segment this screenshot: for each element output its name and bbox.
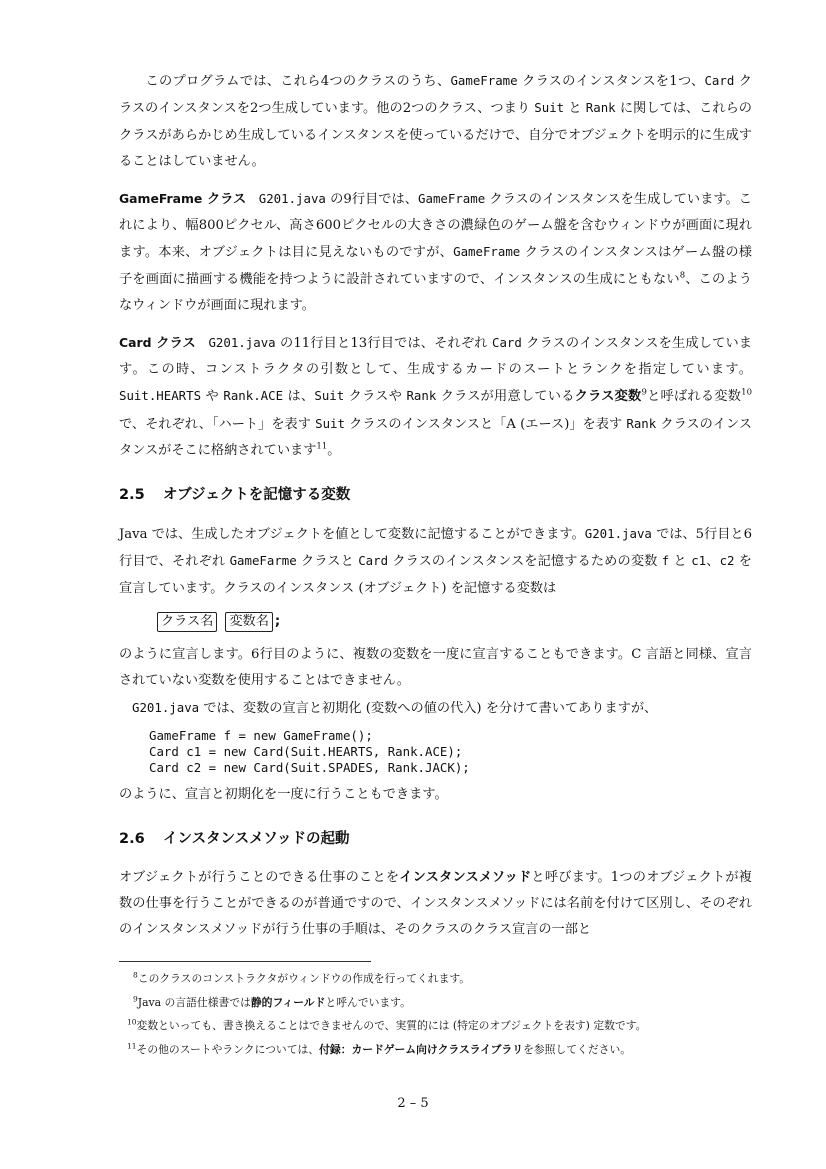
text: クラスのインスタンスがそこに格納されています — [119, 416, 752, 459]
intro-paragraph — [119, 68, 752, 176]
code: GameFrame — [453, 244, 521, 260]
text: クラスのインスタンスを記憶するための変数 — [388, 554, 662, 570]
text: や — [201, 389, 224, 405]
text: を宣言しています。クラスのインスタンス (オブジェクト) を記憶する変数は — [119, 554, 752, 596]
page-number: 2 – 5 — [397, 1096, 429, 1111]
text: では、5行目と6行目で、それぞれ — [119, 526, 753, 570]
footnote-number: 8 — [133, 970, 138, 980]
footnote-ref-11[interactable]: 11 — [316, 441, 328, 452]
code: G201.java — [132, 699, 200, 715]
text: クラスのインスタンスを2つ生成しています。他の2つのクラス、つまり — [119, 74, 752, 117]
footnote-text: その他のスートやランクについては、 — [136, 1042, 320, 1056]
code: GameFrame — [418, 190, 486, 206]
section-2-5-paragraph-1 — [119, 521, 752, 602]
text: は、 — [283, 389, 315, 405]
text: クラスと — [296, 554, 359, 570]
text: と — [564, 101, 586, 117]
code: Rank — [626, 415, 657, 431]
code-card: Card — [704, 73, 735, 88]
text: と呼びます。1つのオブジェクトが複数の仕事を行うことができるのが普通ですので、インスタンスメソッドには名前を付けて区別し、そのぞれのインスタンスメソッドが行う仕事の手順は、そのクラスのクラス宣言の一部と — [119, 869, 752, 938]
footnote-rule — [119, 961, 371, 962]
gameframe-paragraph — [119, 186, 752, 320]
page-body — [119, 68, 752, 944]
text: クラスが用意している — [436, 389, 575, 405]
footnote-text: 変数といっても、書き換えることはできませんので、実質的には (特定のオブジェクトを表す) 定数です。 — [136, 1019, 647, 1032]
code: c1 — [691, 553, 707, 569]
code-gameframe: GameFrame — [450, 73, 518, 88]
class-name-box: クラス名 — [157, 612, 217, 632]
footnote-number: 9 — [133, 993, 138, 1003]
footnote-number: 10 — [127, 1017, 137, 1027]
text: 、 — [706, 554, 720, 570]
text: と呼ばれる変数 — [646, 389, 742, 405]
text: では、変数の宣言と初期化 (変数への値の代入) を分けて書いてありますが、 — [199, 700, 658, 716]
code: G201.java — [195, 334, 276, 350]
text: クラスのインスタンスを1つ、 — [517, 74, 705, 89]
section-2-6-paragraph-1 — [119, 865, 752, 944]
footnote-text: と呼んでいます。 — [325, 995, 411, 1009]
text: 。 — [327, 443, 341, 459]
footnotes — [119, 967, 759, 1061]
section-2-5-paragraph-4: のように、宣言と初期化を一度に行うこともできます。 — [119, 787, 448, 803]
text: このプログラムでは、これら4つのクラスのうち、 — [132, 74, 451, 89]
card-paragraph — [119, 330, 752, 465]
footnote-9 — [119, 991, 759, 1015]
section-number: 2.5 — [119, 486, 145, 503]
section-title: インスタンスメソッドの起動 — [163, 830, 350, 847]
footnote-text: Java の言語仕様書では — [137, 995, 251, 1009]
text: Java では、生成したオブジェクトを値として変数に記憶することができます。 — [119, 526, 585, 542]
footnote-11 — [119, 1038, 759, 1062]
footnote-term: 静的フィールド — [250, 995, 326, 1009]
section-2-5-paragraph-2: のように宣言します。6行目のように、複数の変数を一度に宣言することもできます。C 言語と同様、宣言されていない変数を使用することはできません。 — [119, 646, 752, 689]
footnote-ref-9[interactable]: 9 — [641, 388, 647, 399]
footnote-text: このクラスのコンストラクタがウィンドウの作成を行ってくれます。 — [137, 972, 471, 985]
footnote-ref-8[interactable]: 8 — [679, 270, 686, 281]
code: Card — [491, 334, 522, 350]
code-suit: Suit — [534, 100, 565, 116]
text: クラスのインスタンスを生成しています。これにより、幅800ピクセル、高さ600ピクセルの大きさの濃緑色のゲーム盤を含むウィンドウが画面に現れます。本来、オブジェクトは目に見えないものですが、 — [119, 191, 752, 261]
footnote-number: 11 — [127, 1040, 137, 1050]
run-in-heading-label: クラス — [202, 191, 247, 207]
text: クラスのインスタンスを生成しています。この時、コンストラクタの引数として、生成するカードのスートとランクを指定しています。 — [119, 335, 752, 378]
text: に関しては、これらのクラスがあらかじめ生成しているインスタンスを使っているだけで、自分でオブジェクトを明示的に生成することはしていません。 — [119, 101, 752, 170]
code: Suit.HEARTS — [119, 388, 202, 404]
code: Card — [358, 553, 389, 569]
code: c2 — [719, 553, 735, 569]
footnote-10 — [119, 1014, 759, 1038]
code-rank: Rank — [585, 100, 616, 116]
text: クラスのインスタンスと「A (エース)」を表す — [344, 416, 627, 432]
code: Rank — [406, 388, 437, 404]
section-title: オブジェクトを記憶する変数 — [163, 486, 351, 503]
run-in-heading-code: GameFrame — [119, 190, 203, 206]
section-heading-2-6 — [119, 827, 752, 851]
code: f — [661, 553, 670, 569]
footnote-ref-10[interactable]: 10 — [741, 388, 752, 399]
section-2-5-paragraph-3 — [119, 695, 752, 722]
term-class-variable: クラス変数 — [574, 389, 642, 405]
code-block: GameFrame f = new GameFrame(); Card c1 = new Card(Suit.HEARTS, Rank.ACE); Card c2 = new Card(Suit.SPADES, Rank.JACK); — [149, 728, 470, 776]
section-heading-2-5 — [119, 483, 752, 507]
declaration-syntax — [157, 610, 752, 634]
code: Suit — [315, 415, 345, 431]
text: の11行目と13行目では、それぞれ — [275, 335, 492, 351]
code: G201.java — [246, 190, 326, 206]
text: クラスのインスタンスはゲーム盤の様子を画面に描画する機能を持つように設計されていますので、インスタンスの生成にともない — [119, 245, 752, 287]
text: オブジェクトが行うことのできる仕事のことを — [119, 869, 400, 885]
code: Suit — [314, 388, 345, 404]
text: クラスや — [344, 389, 407, 405]
code: GameFarme — [229, 553, 297, 569]
section-number: 2.6 — [119, 830, 145, 847]
text: 、このようなウィンドウが画面に現れます。 — [119, 271, 752, 314]
run-in-heading-code: Card — [119, 334, 152, 350]
text: の9行目では、 — [325, 191, 419, 207]
footnote-8 — [119, 967, 759, 991]
text: と — [669, 554, 692, 570]
semicolon: ; — [274, 613, 281, 629]
code: G201.java — [584, 525, 652, 541]
footnote-link-appendix[interactable]: 付録：カードゲーム向けクラスライブラリ — [319, 1042, 524, 1056]
footnote-text: を参照してください。 — [523, 1042, 632, 1056]
code: Rank.ACE — [223, 388, 284, 404]
run-in-heading-label: クラス — [151, 335, 196, 351]
variable-name-box: 変数名 — [225, 612, 273, 632]
term-instance-method: インスタンスメソッド — [399, 869, 532, 885]
text: で、それぞれ、「ハート」を表す — [119, 416, 316, 432]
